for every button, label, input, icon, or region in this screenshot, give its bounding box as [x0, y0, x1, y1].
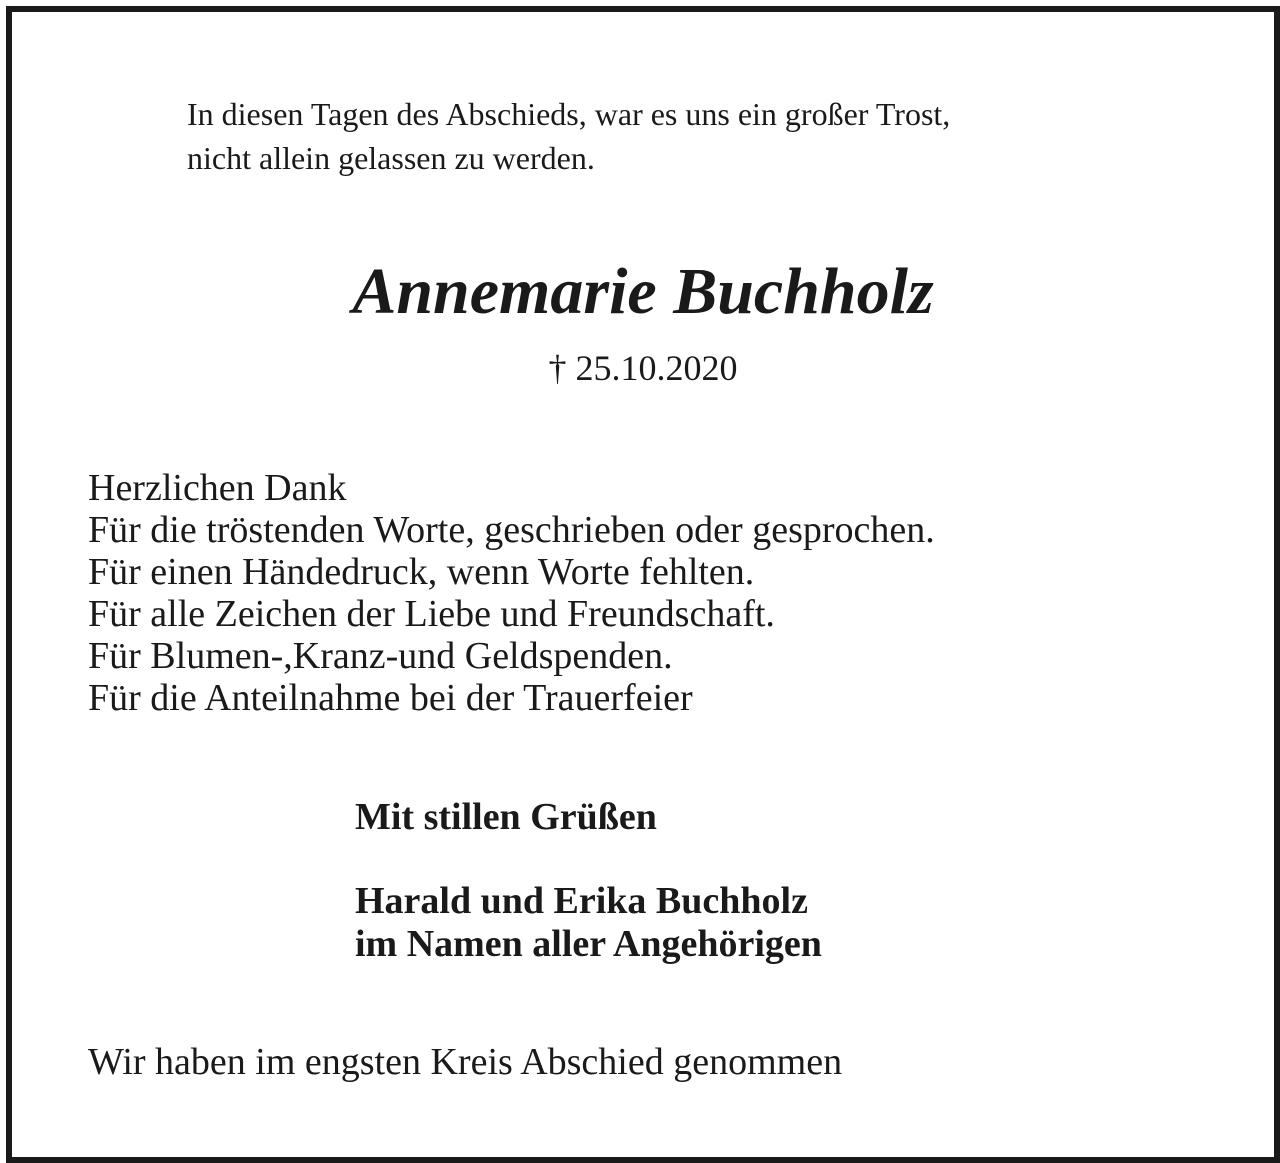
- thanks-line: Für einen Händedruck, wenn Worte fehlten.: [88, 551, 755, 593]
- death-date: † 25.10.2020: [548, 348, 738, 388]
- greeting: Mit stillen Grüßen: [355, 796, 657, 838]
- intro-text: [187, 92, 950, 180]
- thanks-line: Herzlichen Dank: [88, 467, 347, 509]
- signers: [355, 880, 822, 966]
- intro-line: nicht allein gelassen zu werden.: [187, 140, 595, 176]
- signer-line: Harald und Erika Buchholz: [355, 880, 808, 922]
- signer-line: im Namen aller Angehörigen: [355, 923, 822, 965]
- thanks-line: Für die Anteilnahme bei der Trauerfeier: [88, 677, 693, 719]
- deceased-name: Annemarie Buchholz: [352, 255, 934, 328]
- closing-note: Wir haben im engsten Kreis Abschied genommen: [88, 1041, 843, 1083]
- thanks-line: Für die tröstenden Worte, geschrieben oder gesprochen.: [88, 509, 935, 551]
- thanks-text: [88, 467, 935, 719]
- obituary-notice: [6, 6, 1280, 1163]
- thanks-line: Für Blumen-,Kranz-und Geldspenden.: [88, 635, 673, 677]
- intro-line: In diesen Tagen des Abschieds, war es uns ein großer Trost,: [187, 96, 951, 132]
- thanks-line: Für alle Zeichen der Liebe und Freundschaft.: [88, 593, 775, 635]
